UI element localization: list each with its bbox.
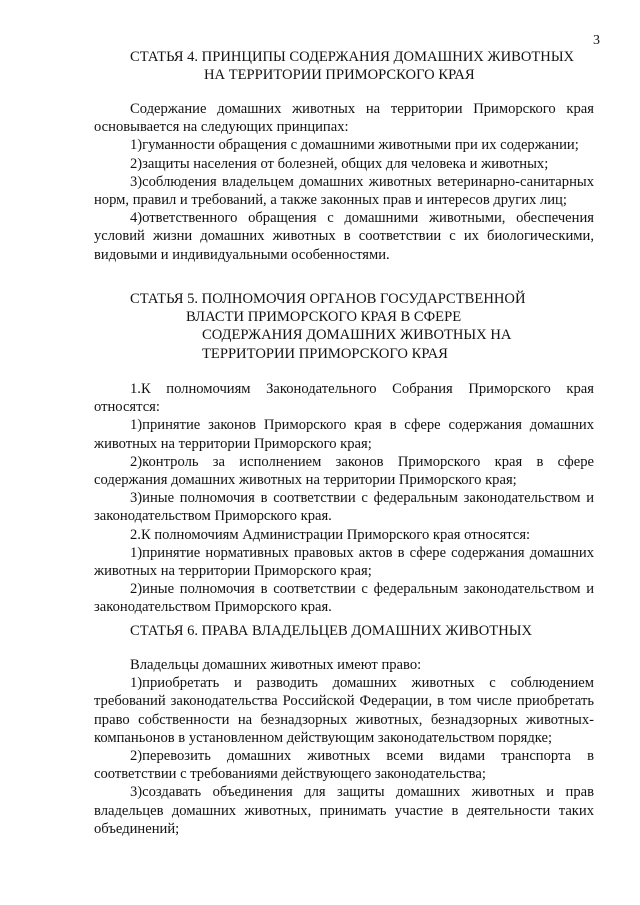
list-item: 1)принятие законов Приморского края в сфере содержания домашних животных на территории Приморского края; — [94, 417, 594, 452]
list-item: 2)иные полномочия в соответствии с федеральным законодательством и законодательством Приморского края. — [94, 581, 594, 616]
list-item: 3)создавать объединения для защиты домашних животных и прав владельцев домашних животных, принимать участие в деятельности таких объединений; — [94, 784, 594, 837]
list-item: 1)приобретать и разводить домашних животных с соблюдением требований законодательства Российской Федерации, в том числе приобретать право собственности на безнадзорных животных, безнадзорных животных-компаньонов в установленном действующим законодательством порядке; — [94, 675, 594, 746]
article-5-body — [94, 380, 594, 617]
list-item: 2)перевозить домашних животных всеми видами транспорта в соответствии с требованиями действующего законодательства; — [94, 748, 594, 783]
list-item: 3)иные полномочия в соответствии с федеральным законодательством и законодательством Приморского края. — [94, 490, 594, 525]
article-4-heading — [94, 48, 594, 84]
article-5-heading — [94, 290, 594, 363]
heading-line: СОДЕРЖАНИЯ ДОМАШНИХ ЖИВОТНЫХ НА — [202, 327, 512, 344]
paragraph: 2.К полномочиям Администрации Приморского края относятся: — [130, 526, 531, 543]
heading-line: СТАТЬЯ 5. ПОЛНОМОЧИЯ ОРГАНОВ ГОСУДАРСТВЕННОЙ — [130, 291, 526, 307]
article-4-body — [94, 100, 594, 264]
heading-line: СТАТЬЯ 4. ПРИНЦИПЫ СОДЕРЖАНИЯ ДОМАШНИХ ЖИВОТНЫХ — [130, 49, 575, 65]
list-item: 1)гуманности обращения с домашними животными при их содержании; — [130, 137, 579, 154]
list-item: 4)ответственного обращения с домашними животными, обеспечения условий жизни домашних животных в соответствии с их биологическими, видовыми и индивидуальными особенностями. — [94, 210, 594, 263]
heading-line: ВЛАСТИ ПРИМОРСКОГО КРАЯ В СФЕРЕ — [186, 309, 462, 326]
heading-line: СТАТЬЯ 6. ПРАВА ВЛАДЕЛЬЦЕВ ДОМАШНИХ ЖИВОТНЫХ — [130, 623, 533, 639]
heading-line: НА ТЕРРИТОРИИ ПРИМОРСКОГО КРАЯ — [204, 67, 475, 84]
heading-line: ТЕРРИТОРИИ ПРИМОРСКОГО КРАЯ — [202, 345, 448, 362]
paragraph: 1.К полномочиям Законодательного Собрания Приморского края относятся: — [94, 381, 594, 416]
list-item: 1)принятие нормативных правовых актов в сфере содержания домашних животных на территории Приморского края; — [94, 544, 594, 580]
list-item: 2)контроль за исполнением законов Приморского края в сфере содержания домашних животных на территории Приморского края; — [94, 453, 594, 489]
article-6-body — [94, 656, 594, 838]
paragraph: Владельцы домашних животных имеют право: — [130, 657, 422, 673]
list-item: 2)защиты населения от болезней, общих для человека и животных; — [130, 155, 549, 172]
page-number: 3 — [593, 33, 600, 48]
paragraph: Содержание домашних животных на территории Приморского края основывается на следующих принципах: — [94, 101, 594, 136]
article-6-heading — [94, 622, 594, 640]
list-item: 3)соблюдения владельцем домашних животных ветеринарно-санитарных норм, правил и требований, а также законных прав и интересов других лиц; — [94, 173, 594, 209]
